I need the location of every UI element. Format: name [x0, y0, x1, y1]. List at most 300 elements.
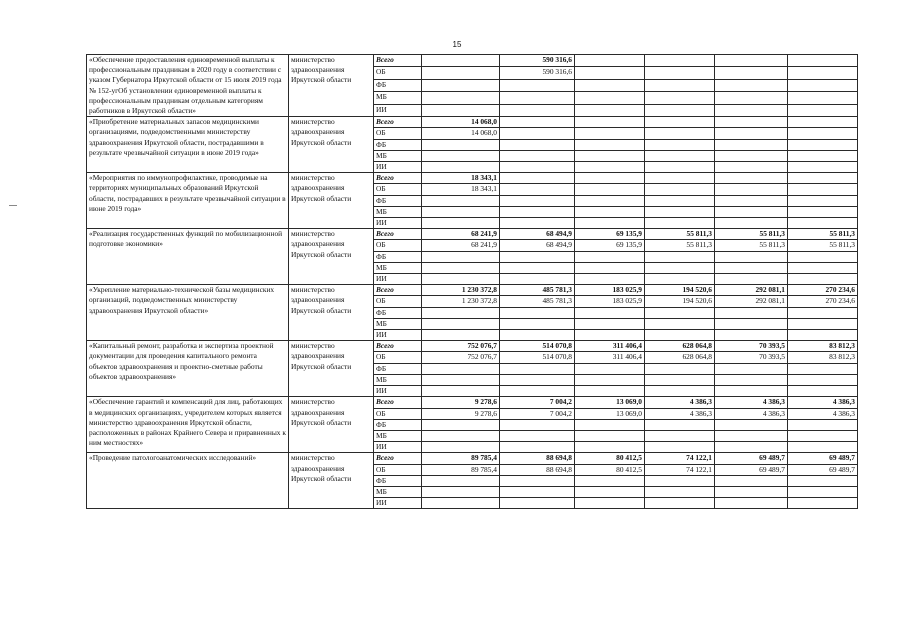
funding-source: ИИ [374, 330, 422, 341]
amount-cell [788, 307, 858, 318]
amount-cell [645, 330, 715, 341]
amount-cell [645, 498, 715, 509]
amount-cell: 69 489,7 [788, 464, 858, 475]
funding-source: Всего [374, 173, 422, 184]
amount-cell: 590 316,6 [500, 67, 575, 79]
measure-description: «Капитальный ремонт, разработка и экспертиза проектной документации для проведения капитального ремонта объектов здравоохранения и проектно-сметные работы объектов здравоохранения» [87, 341, 289, 397]
amount-cell [500, 262, 575, 273]
funding-source: ФБ [374, 307, 422, 318]
amount-cell [788, 374, 858, 385]
amount-cell [575, 206, 645, 217]
amount-cell [715, 307, 788, 318]
funding-source: Всего [374, 117, 422, 128]
funding-source: ФБ [374, 419, 422, 430]
amount-cell: 55 811,3 [645, 240, 715, 251]
funding-source: ФБ [374, 195, 422, 206]
responsible-executor: министерство здравоохранения Иркутской области [289, 55, 374, 117]
amount-cell: 18 343,1 [422, 173, 500, 184]
amount-cell [645, 173, 715, 184]
amount-cell [575, 104, 645, 116]
amount-cell: 4 386,3 [645, 408, 715, 419]
amount-cell [645, 162, 715, 173]
amount-cell [575, 318, 645, 329]
amount-cell [422, 150, 500, 161]
amount-cell [715, 374, 788, 385]
amount-cell [500, 195, 575, 206]
measure-description: «Проведение патологоанатомических исследований» [87, 453, 289, 509]
amount-cell [575, 374, 645, 385]
table-row [87, 341, 858, 352]
amount-cell: 55 811,3 [788, 229, 858, 240]
amount-cell: 1 230 372,8 [422, 296, 500, 307]
amount-cell [575, 307, 645, 318]
amount-cell [715, 117, 788, 128]
amount-cell: 4 386,3 [788, 408, 858, 419]
responsible-executor: министерство здравоохранения Иркутской области [289, 173, 374, 229]
amount-cell [422, 195, 500, 206]
amount-cell [422, 419, 500, 430]
amount-cell [500, 498, 575, 509]
amount-cell [788, 150, 858, 161]
amount-cell [788, 218, 858, 229]
responsible-executor: министерство здравоохранения Иркутской области [289, 453, 374, 509]
table-row [87, 397, 858, 408]
funding-source: МБ [374, 430, 422, 441]
amount-cell [645, 139, 715, 150]
amount-cell [715, 262, 788, 273]
amount-cell [788, 173, 858, 184]
funding-source: ФБ [374, 363, 422, 374]
amount-cell [422, 251, 500, 262]
funding-source: ОБ [374, 296, 422, 307]
amount-cell [575, 498, 645, 509]
funding-source: ФБ [374, 139, 422, 150]
amount-cell: 1 230 372,8 [422, 285, 500, 296]
amount-cell: 68 494,9 [500, 240, 575, 251]
amount-cell: 70 393,5 [715, 341, 788, 352]
amount-cell [715, 128, 788, 139]
amount-cell [645, 128, 715, 139]
amount-cell [500, 318, 575, 329]
amount-cell [645, 475, 715, 486]
amount-cell [575, 67, 645, 79]
amount-cell [645, 430, 715, 441]
measure-description: «Обеспечение предоставления единовременной выплаты к профессиональным праздникам в 2020 году в соответствии с указом Губернатора Иркутской области от 15 июля 2019 года № 152-угОб установлении единовременной выплаты к профессиональным праздникам отдельным категориям работников в Иркутской области» [87, 55, 289, 117]
amount-cell: 80 412,5 [575, 453, 645, 464]
amount-cell [575, 92, 645, 104]
amount-cell: 13 069,0 [575, 397, 645, 408]
amount-cell [645, 318, 715, 329]
amount-cell: 88 694,8 [500, 453, 575, 464]
funding-source: ОБ [374, 67, 422, 79]
funding-source: МБ [374, 206, 422, 217]
amount-cell [788, 486, 858, 497]
amount-cell [575, 173, 645, 184]
amount-cell [788, 195, 858, 206]
amount-cell [788, 330, 858, 341]
responsible-executor: министерство здравоохранения Иркутской области [289, 229, 374, 285]
amount-cell: 55 811,3 [788, 240, 858, 251]
amount-cell: 4 386,3 [715, 408, 788, 419]
table-row [87, 55, 858, 67]
amount-cell [715, 104, 788, 116]
amount-cell [715, 92, 788, 104]
amount-cell [422, 55, 500, 67]
funding-source: ИИ [374, 442, 422, 453]
amount-cell [788, 206, 858, 217]
amount-cell [422, 162, 500, 173]
amount-cell: 292 081,1 [715, 296, 788, 307]
amount-cell: 270 234,6 [788, 285, 858, 296]
amount-cell: 80 412,5 [575, 464, 645, 475]
amount-cell [645, 251, 715, 262]
funding-source: Всего [374, 341, 422, 352]
amount-cell [422, 442, 500, 453]
amount-cell [645, 104, 715, 116]
amount-cell: 88 694,8 [500, 464, 575, 475]
amount-cell [715, 218, 788, 229]
funding-source: ФБ [374, 79, 422, 91]
amount-cell [715, 498, 788, 509]
amount-cell [645, 206, 715, 217]
amount-cell [715, 162, 788, 173]
funding-source: Всего [374, 453, 422, 464]
amount-cell: 7 004,2 [500, 408, 575, 419]
amount-cell [715, 442, 788, 453]
amount-cell: 69 135,9 [575, 240, 645, 251]
funding-source: ОБ [374, 464, 422, 475]
amount-cell [645, 374, 715, 385]
amount-cell [422, 218, 500, 229]
amount-cell: 4 386,3 [645, 397, 715, 408]
amount-cell [500, 104, 575, 116]
amount-cell [645, 274, 715, 285]
amount-cell: 68 241,9 [422, 240, 500, 251]
amount-cell [715, 206, 788, 217]
funding-source: Всего [374, 285, 422, 296]
amount-cell [645, 150, 715, 161]
amount-cell [500, 442, 575, 453]
amount-cell: 628 064,8 [645, 341, 715, 352]
funding-source: МБ [374, 318, 422, 329]
table-body [87, 55, 858, 509]
funding-source: ОБ [374, 352, 422, 363]
amount-cell: 9 278,6 [422, 408, 500, 419]
amount-cell [422, 363, 500, 374]
amount-cell [575, 363, 645, 374]
amount-cell [422, 262, 500, 273]
amount-cell [500, 117, 575, 128]
amount-cell [788, 104, 858, 116]
amount-cell [788, 430, 858, 441]
amount-cell: 183 025,9 [575, 285, 645, 296]
amount-cell [715, 475, 788, 486]
amount-cell: 69 489,7 [788, 453, 858, 464]
funding-source: ФБ [374, 475, 422, 486]
amount-cell [715, 274, 788, 285]
amount-cell [500, 139, 575, 150]
budget-table [86, 54, 858, 509]
amount-cell [715, 318, 788, 329]
amount-cell [422, 307, 500, 318]
amount-cell: 752 076,7 [422, 341, 500, 352]
amount-cell: 590 316,6 [500, 55, 575, 67]
amount-cell: 4 386,3 [715, 397, 788, 408]
amount-cell [788, 128, 858, 139]
funding-source: ОБ [374, 408, 422, 419]
amount-cell: 485 781,3 [500, 296, 575, 307]
amount-cell [500, 218, 575, 229]
amount-cell [788, 139, 858, 150]
amount-cell [422, 330, 500, 341]
funding-source: ИИ [374, 274, 422, 285]
amount-cell [788, 184, 858, 195]
amount-cell [645, 218, 715, 229]
funding-source: ОБ [374, 184, 422, 195]
funding-source: Всего [374, 397, 422, 408]
table-row [87, 173, 858, 184]
amount-cell: 69 489,7 [715, 464, 788, 475]
table-row [87, 285, 858, 296]
amount-cell: 9 278,6 [422, 397, 500, 408]
amount-cell [422, 430, 500, 441]
amount-cell [575, 184, 645, 195]
amount-cell: 194 520,6 [645, 285, 715, 296]
funding-source: ФБ [374, 251, 422, 262]
amount-cell [645, 419, 715, 430]
funding-source: МБ [374, 262, 422, 273]
amount-cell [645, 363, 715, 374]
amount-cell [422, 92, 500, 104]
amount-cell: 270 234,6 [788, 296, 858, 307]
amount-cell [788, 162, 858, 173]
amount-cell: 311 406,4 [575, 341, 645, 352]
amount-cell [788, 92, 858, 104]
amount-cell [500, 92, 575, 104]
amount-cell [422, 67, 500, 79]
amount-cell [500, 274, 575, 285]
funding-source: МБ [374, 150, 422, 161]
amount-cell [715, 386, 788, 397]
amount-cell [575, 251, 645, 262]
amount-cell [645, 442, 715, 453]
amount-cell [715, 195, 788, 206]
amount-cell [715, 486, 788, 497]
amount-cell [500, 251, 575, 262]
measure-description: «Обеспечение гарантий и компенсаций для лиц, работающих в медицинских организациях, учредителем которых является министерство здравоохранения Иркутской области, расположенных в районах Крайнего Севера и приравненных к ним местностях» [87, 397, 289, 453]
responsible-executor: министерство здравоохранения Иркутской области [289, 285, 374, 341]
amount-cell: 18 343,1 [422, 184, 500, 195]
funding-source: Всего [374, 229, 422, 240]
amount-cell [575, 274, 645, 285]
amount-cell: 485 781,3 [500, 285, 575, 296]
amount-cell [575, 430, 645, 441]
amount-cell: 13 069,0 [575, 408, 645, 419]
amount-cell [500, 386, 575, 397]
measure-description: «Приобретение материальных запасов медицинскими организациями, подведомственными министерству здравоохранения Иркутской области, пострадавшими в результате чрезвычайной ситуации в июне 2019 года» [87, 117, 289, 173]
amount-cell [500, 79, 575, 91]
amount-cell [788, 67, 858, 79]
amount-cell [715, 330, 788, 341]
amount-cell [788, 251, 858, 262]
amount-cell: 7 004,2 [500, 397, 575, 408]
amount-cell [575, 55, 645, 67]
table-row [87, 117, 858, 128]
amount-cell [422, 486, 500, 497]
amount-cell [575, 117, 645, 128]
amount-cell: 4 386,3 [788, 397, 858, 408]
amount-cell [500, 363, 575, 374]
amount-cell [788, 55, 858, 67]
amount-cell: 183 025,9 [575, 296, 645, 307]
amount-cell [575, 475, 645, 486]
amount-cell [422, 374, 500, 385]
amount-cell [500, 150, 575, 161]
amount-cell [575, 150, 645, 161]
amount-cell: 55 811,3 [715, 229, 788, 240]
amount-cell [500, 173, 575, 184]
amount-cell [575, 218, 645, 229]
amount-cell [715, 150, 788, 161]
amount-cell [715, 67, 788, 79]
amount-cell [645, 195, 715, 206]
amount-cell [500, 206, 575, 217]
amount-cell [500, 162, 575, 173]
responsible-executor: министерство здравоохранения Иркутской области [289, 341, 374, 397]
amount-cell [500, 128, 575, 139]
amount-cell [715, 139, 788, 150]
amount-cell [645, 184, 715, 195]
page-number: 15 [452, 40, 462, 49]
funding-source: ИИ [374, 104, 422, 116]
amount-cell: 83 812,3 [788, 341, 858, 352]
amount-cell [715, 184, 788, 195]
amount-cell: 14 068,0 [422, 128, 500, 139]
funding-source: МБ [374, 374, 422, 385]
amount-cell [788, 498, 858, 509]
amount-cell: 89 785,4 [422, 464, 500, 475]
amount-cell [715, 363, 788, 374]
amount-cell [715, 55, 788, 67]
funding-source: ИИ [374, 162, 422, 173]
funding-source: МБ [374, 92, 422, 104]
amount-cell [788, 442, 858, 453]
amount-cell [715, 430, 788, 441]
table-row [87, 453, 858, 464]
amount-cell: 194 520,6 [645, 296, 715, 307]
amount-cell [788, 475, 858, 486]
amount-cell [788, 419, 858, 430]
amount-cell: 628 064,8 [645, 352, 715, 363]
amount-cell [715, 79, 788, 91]
amount-cell [500, 419, 575, 430]
amount-cell [575, 139, 645, 150]
amount-cell: 69 135,9 [575, 229, 645, 240]
amount-cell [500, 330, 575, 341]
funding-source: МБ [374, 486, 422, 497]
amount-cell: 70 393,5 [715, 352, 788, 363]
amount-cell [422, 498, 500, 509]
funding-source: ИИ [374, 386, 422, 397]
amount-cell [788, 274, 858, 285]
amount-cell [788, 318, 858, 329]
amount-cell [500, 486, 575, 497]
amount-cell [788, 117, 858, 128]
amount-cell [645, 55, 715, 67]
amount-cell [575, 442, 645, 453]
funding-source: ОБ [374, 240, 422, 251]
funding-source: Всего [374, 55, 422, 67]
responsible-executor: министерство здравоохранения Иркутской области [289, 397, 374, 453]
funding-source: ОБ [374, 128, 422, 139]
amount-cell [645, 262, 715, 273]
amount-cell: 68 241,9 [422, 229, 500, 240]
amount-cell [575, 419, 645, 430]
amount-cell [715, 173, 788, 184]
measure-description: «Реализация государственных функций по мобилизационной подготовке экономики» [87, 229, 289, 285]
amount-cell: 74 122,1 [645, 464, 715, 475]
amount-cell: 14 068,0 [422, 117, 500, 128]
amount-cell [788, 386, 858, 397]
amount-cell [422, 79, 500, 91]
amount-cell: 74 122,1 [645, 453, 715, 464]
amount-cell [500, 475, 575, 486]
amount-cell [575, 486, 645, 497]
responsible-executor: министерство здравоохранения Иркутской области [289, 117, 374, 173]
amount-cell [422, 139, 500, 150]
margin-mark [9, 205, 17, 206]
amount-cell [645, 307, 715, 318]
table-row [87, 229, 858, 240]
amount-cell [645, 67, 715, 79]
amount-cell: 514 070,8 [500, 341, 575, 352]
amount-cell: 55 811,3 [645, 229, 715, 240]
amount-cell [575, 262, 645, 273]
amount-cell [645, 117, 715, 128]
amount-cell [422, 274, 500, 285]
amount-cell [422, 318, 500, 329]
amount-cell: 69 489,7 [715, 453, 788, 464]
amount-cell [575, 79, 645, 91]
amount-cell [422, 386, 500, 397]
amount-cell: 514 070,8 [500, 352, 575, 363]
measure-description: «Укрепление материально-технической базы медицинских организаций, подведомственных министерству здравоохранения Иркутской области» [87, 285, 289, 341]
amount-cell: 292 081,1 [715, 285, 788, 296]
amount-cell [788, 262, 858, 273]
amount-cell [500, 184, 575, 195]
amount-cell [645, 92, 715, 104]
amount-cell [788, 79, 858, 91]
amount-cell [422, 104, 500, 116]
amount-cell [500, 307, 575, 318]
amount-cell [422, 206, 500, 217]
amount-cell [645, 386, 715, 397]
amount-cell: 83 812,3 [788, 352, 858, 363]
amount-cell [715, 251, 788, 262]
amount-cell: 68 494,9 [500, 229, 575, 240]
amount-cell: 89 785,4 [422, 453, 500, 464]
amount-cell [500, 374, 575, 385]
amount-cell: 752 076,7 [422, 352, 500, 363]
amount-cell [788, 363, 858, 374]
measure-description: «Мероприятия по иммунопрофилактике, проводимые на территориях муниципальных образований Иркутской области, пострадавших в результате чрезвычайной ситуации в июне 2019 года» [87, 173, 289, 229]
amount-cell [645, 486, 715, 497]
amount-cell: 311 406,4 [575, 352, 645, 363]
amount-cell [575, 195, 645, 206]
amount-cell [575, 386, 645, 397]
amount-cell [575, 330, 645, 341]
amount-cell [422, 475, 500, 486]
